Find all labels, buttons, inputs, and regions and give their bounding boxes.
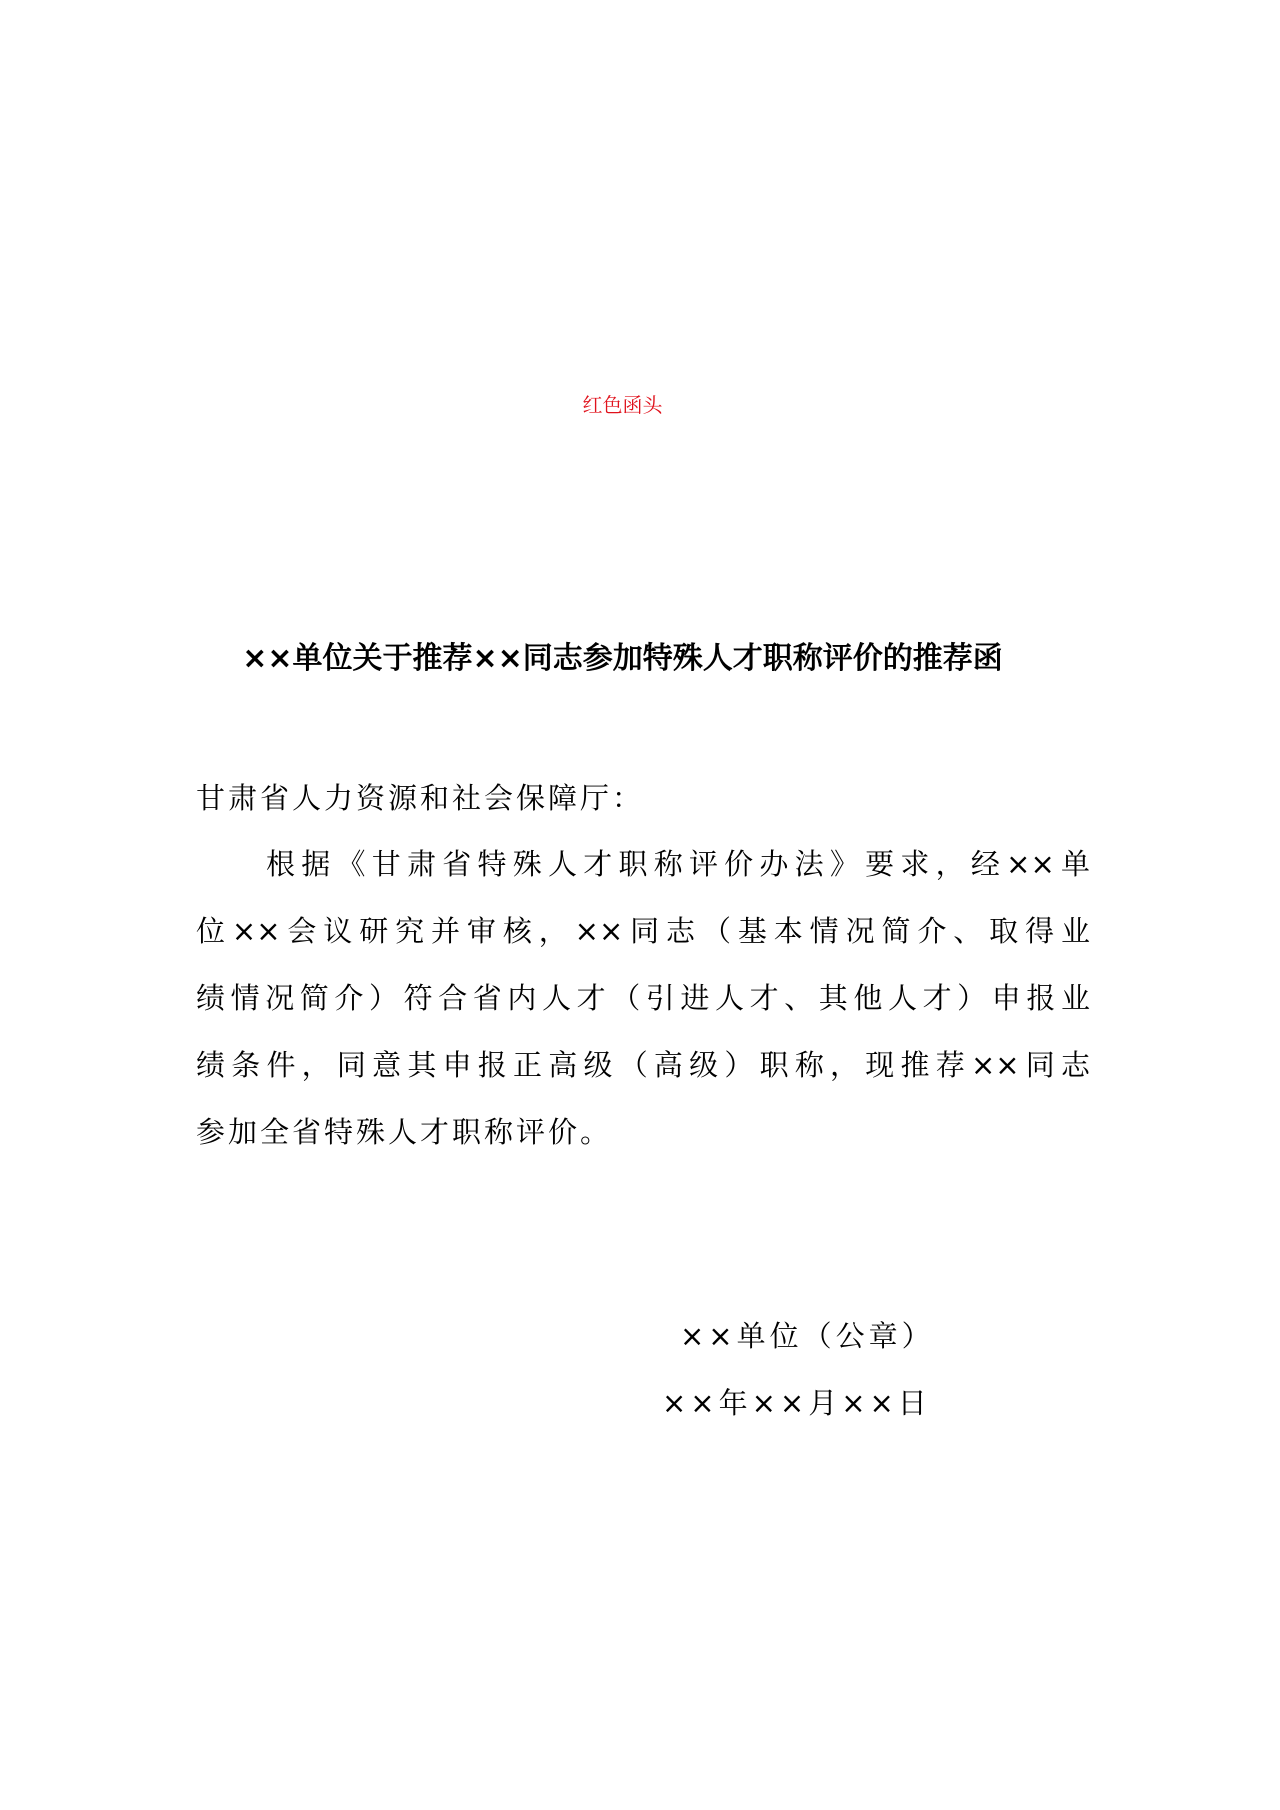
signature-date: ××年××月××日 <box>662 1386 931 1420</box>
body-line: 根据《甘肃省特殊人才职称评价办法》要求，经××单 <box>266 847 1090 881</box>
document-title: ××单位关于推荐××同志参加特殊人才职称评价的推荐函 <box>242 641 1003 676</box>
red-letterhead: 红色函头 <box>582 393 663 417</box>
body-line: 位××会议研究并审核，××同志（基本情况简介、取得业 <box>196 914 1090 948</box>
body-line: 绩条件，同意其申报正高级（高级）职称，现推荐××同志 <box>196 1048 1090 1082</box>
body-line: 绩情况简介）符合省内人才（引进人才、其他人才）申报业 <box>196 981 1090 1015</box>
salutation: 甘肃省人力资源和社会保障厅： <box>196 781 645 815</box>
signature-unit-seal: ××单位（公章） <box>680 1319 935 1353</box>
body-line: 参加全省特殊人才职称评价。 <box>196 1115 613 1149</box>
